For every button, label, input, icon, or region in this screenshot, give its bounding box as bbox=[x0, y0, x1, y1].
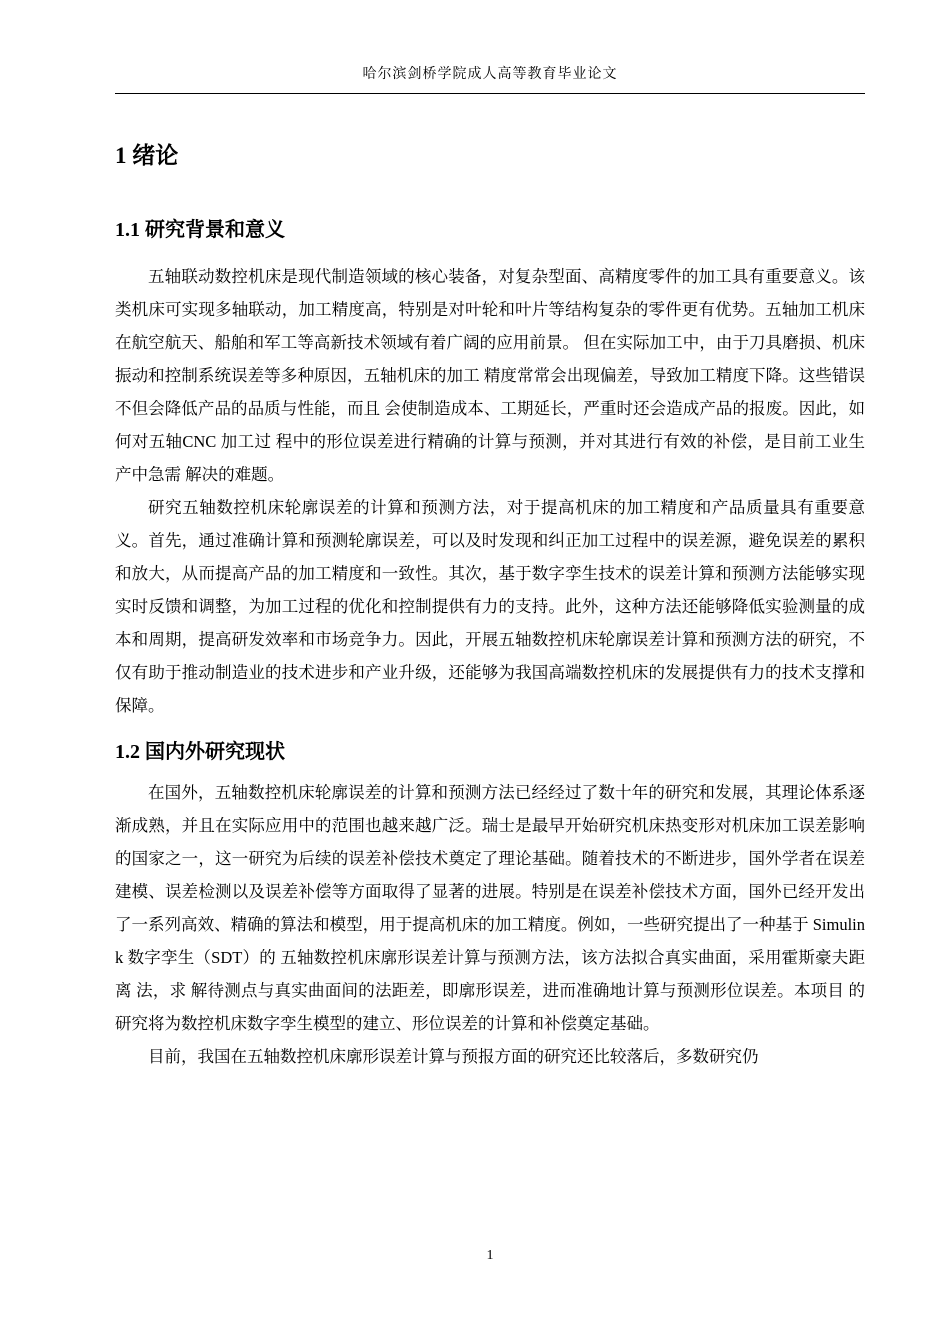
paragraph-research-status-1: 在国外，五轴数控机床轮廓误差的计算和预测方法已经经过了数十年的研究和发展，其理论体系逐渐成熟，并且在实际应用中的范围也越来越广泛。瑞士是最早开始研究机床热变形对机床加工误差影响的国家之一，这一研究为后续的误差补偿技术奠定了理论基础。随着技术的不断进步，国外学者在误差建模、误差检测以及误差补偿等方面取得了显著的进展。特别是在误差补偿技术方面，国外已经开发出了一系列高效、精确的算法和模型，用于提高机床的加工精度。例如，一些研究提出了一种基于 Simulink 数字孪生（SDT）的 五轴数控机床廓形误差计算与预测方法，该方法拟合真实曲面，采用霍斯豪夫距离 法，求 解待测点与真实曲面间的法距差，即廓形误差，进而准确地计算与预测形位误差。本项目 的研究将为数控机床数字孪生模型的建立、形位误差的计算和补偿奠定基础。 bbox=[115, 783, 865, 1033]
section-title-1-2: 1.2 国内外研究现状 bbox=[115, 741, 285, 763]
chapter-title: 1 绪论 bbox=[115, 143, 179, 168]
page-footer bbox=[115, 1246, 865, 1264]
paragraph-research-status-2: 目前，我国在五轴数控机床廓形误差计算与预报方面的研究还比较落后，多数研究仍 bbox=[148, 1047, 759, 1066]
paragraph-background-1: 五轴联动数控机床是现代制造领域的核心装备，对复杂型面、高精度零件的加工具有重要意义。该类机床可实现多轴联动，加工精度高，特别是对叶轮和叶片等结构复杂的零件更有优势。五轴加工机床在航空航天、船舶和军工等高新技术领域有着广阔的应用前景。 但在实际加工中，由于刀具磨损、机床振动和控制系统误差等多种原因，五轴机床的加工 精度常常会出现偏差，导致加工精度下降。这些错误不但会降低产品的品质与性能，而且 会使制造成本、工期延长，严重时还会造成产品的报废。因此，如何对五轴CNC 加工过 程中的形位误差进行精确的计算与预测，并对其进行有效的补偿，是目前工业生产中急需 解决的难题。 bbox=[115, 267, 865, 484]
paragraph-background-2: 研究五轴数控机床轮廓误差的计算和预测方法，对于提高机床的加工精度和产品质量具有重要意义。首先，通过准确计算和预测轮廓误差，可以及时发现和纠正加工过程中的误差源，避免误差的累积和放大，从而提高产品的加工精度和一致性。其次，基于数字孪生技术的误差计算和预测方法能够实现实时反馈和调整，为加工过程的优化和控制提供有力的支持。此外，这种方法还能够降低实验测量的成本和周期，提高研发效率和市场竞争力。因此，开展五轴数控机床轮廓误差计算和预测方法的研究，不仅有助于推动制造业的技术进步和产业升级，还能够为我国高端数控机床的发展提供有力的技术支撑和保障。 bbox=[115, 498, 865, 715]
section-title-1-1: 1.1 研究背景和意义 bbox=[115, 219, 285, 241]
page-header bbox=[115, 66, 865, 94]
header-divider bbox=[115, 93, 865, 94]
header-title: 哈尔滨剑桥学院成人高等教育毕业论文 bbox=[362, 67, 618, 82]
page-number: 1 bbox=[486, 1248, 494, 1263]
